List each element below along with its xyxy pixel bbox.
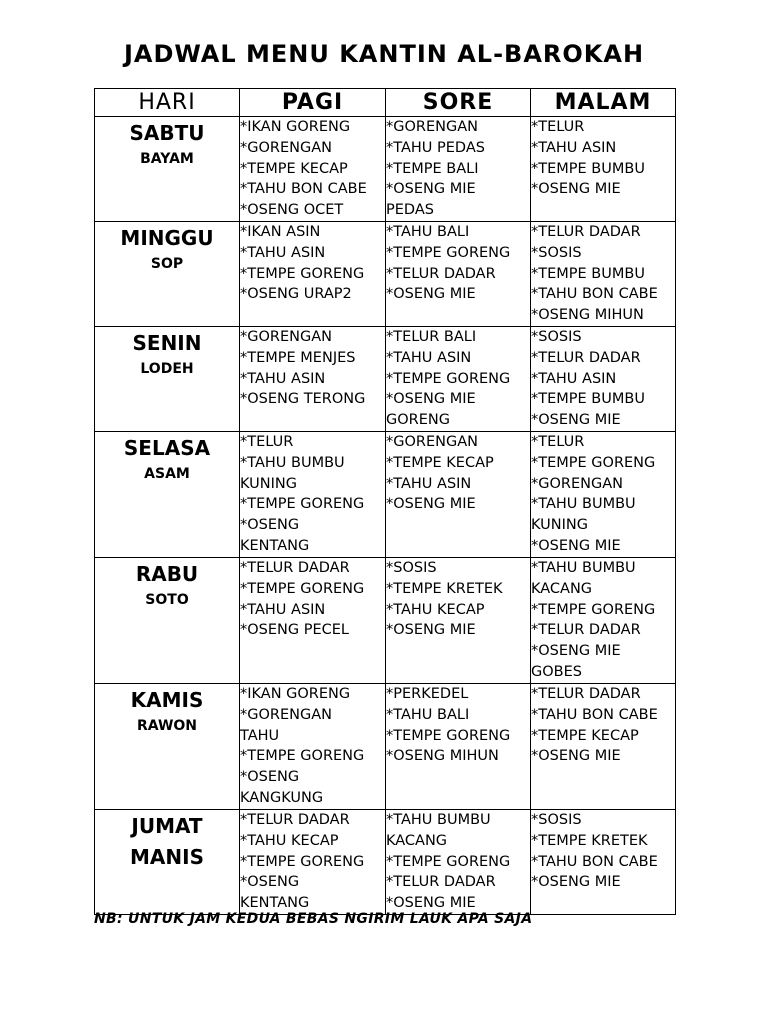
- malam-menu-cell: [531, 432, 676, 558]
- table-row: [95, 684, 676, 810]
- menu-item: *TELUR DADAR: [240, 812, 350, 828]
- menu-item: *OSENG MIE: [386, 496, 476, 513]
- menu-item: *TELUR: [531, 119, 585, 135]
- menu-item: *TAHU KECAP: [240, 832, 339, 849]
- menu-item: *OSENG MIE: [531, 748, 621, 765]
- menu-item: *TELUR DADAR: [386, 265, 496, 282]
- menu-item: *TAHU BUMBU: [531, 496, 636, 513]
- menu-item: *TEMPE GORENG: [531, 601, 656, 618]
- soup-name: LODEH: [140, 361, 194, 377]
- menu-item: *GORENGAN: [386, 434, 478, 450]
- table-row: [95, 117, 676, 222]
- menu-item: *TAHU ASIN: [531, 370, 617, 387]
- sore-menu-cell: [386, 327, 531, 432]
- menu-item: KENTANG: [240, 537, 310, 554]
- menu-item: *TEMPE GORENG: [240, 580, 365, 597]
- table-row: [95, 222, 676, 327]
- menu-item: *TEMPE BUMBU: [531, 160, 645, 177]
- page-title: JADWAL MENU KANTIN AL-BAROKAH: [123, 40, 645, 68]
- day-cell: [95, 117, 240, 222]
- header-pagi: PAGI: [240, 89, 386, 117]
- soup-name: SOP: [150, 256, 184, 272]
- malam-menu-cell: [531, 810, 676, 915]
- menu-item: *OSENG MIE: [531, 181, 621, 198]
- menu-item: *OSENG MIE: [386, 622, 476, 639]
- menu-item: KUNING: [531, 517, 588, 534]
- menu-item: *TEMPE GORENG: [240, 748, 365, 765]
- pagi-menu-cell: [240, 684, 386, 810]
- menu-item: *OSENG OCET: [240, 202, 344, 219]
- menu-item: *OSENG MIHUN: [386, 748, 499, 765]
- menu-item: *TELUR DADAR: [531, 224, 641, 240]
- sore-menu-cell: [386, 432, 531, 558]
- menu-item: *TELUR DADAR: [240, 560, 350, 576]
- menu-item: *TEMPE GORENG: [240, 496, 365, 513]
- sore-menu-cell: [386, 222, 531, 327]
- menu-item: PEDAS: [386, 202, 434, 219]
- menu-item: *SOSIS: [531, 244, 582, 261]
- menu-item: *SOSIS: [531, 329, 582, 345]
- pagi-menu-cell: [240, 810, 386, 915]
- menu-item: *OSENG MIHUN: [531, 307, 644, 324]
- menu-item: *OSENG MIE: [531, 537, 621, 554]
- menu-item: *TAHU ASIN: [240, 370, 326, 387]
- menu-item: KUNING: [240, 475, 297, 492]
- menu-item: GORENG: [386, 412, 450, 429]
- menu-item: *IKAN GORENG: [240, 119, 351, 135]
- header-malam: MALAM: [531, 89, 676, 117]
- menu-item: *TAHU PEDAS: [386, 139, 485, 156]
- menu-table: [94, 88, 676, 915]
- menu-item: *TEMPE KECAP: [531, 727, 639, 744]
- menu-item: *TELUR DADAR: [531, 349, 641, 366]
- menu-item: *TELUR DADAR: [531, 686, 641, 702]
- menu-item: GOBES: [531, 663, 582, 680]
- day-cell: [95, 327, 240, 432]
- pagi-menu-cell: [240, 222, 386, 327]
- menu-item: *IKAN ASIN: [240, 224, 321, 240]
- menu-item: *TAHU ASIN: [531, 139, 617, 156]
- day-name: MINGGU: [120, 226, 214, 250]
- soup-name: RAWON: [136, 718, 198, 734]
- menu-item: *OSENG MIE: [386, 181, 476, 198]
- pagi-menu-cell: [240, 117, 386, 222]
- menu-item: *TELUR: [531, 434, 585, 450]
- menu-item: *TELUR DADAR: [531, 622, 641, 639]
- menu-item: *IKAN GORENG: [240, 686, 351, 702]
- menu-item: *TEMPE GORENG: [240, 265, 365, 282]
- menu-item: *TEMPE GORENG: [386, 370, 511, 387]
- day-cell: [95, 222, 240, 327]
- menu-item: *TEMPE GORENG: [531, 454, 656, 471]
- menu-item: *TAHU ASIN: [240, 601, 326, 618]
- menu-item: *OSENG PECEL: [240, 622, 349, 639]
- pagi-menu-cell: [240, 432, 386, 558]
- day-name: SELASA: [123, 436, 211, 460]
- menu-item: *OSENG MIE: [386, 286, 476, 303]
- table-row: [95, 558, 676, 684]
- menu-item: *TEMPE GORENG: [386, 727, 511, 744]
- day-name: JUMAT: [131, 814, 203, 838]
- malam-menu-cell: [531, 684, 676, 810]
- malam-menu-cell: [531, 558, 676, 684]
- menu-item: *GORENGAN: [386, 119, 478, 135]
- day-cell: [95, 558, 240, 684]
- sore-menu-cell: [386, 810, 531, 915]
- menu-item: *TAHU BUMBU: [240, 454, 345, 471]
- menu-item: *TEMPE GORENG: [386, 853, 511, 870]
- menu-item: KANGKUNG: [240, 789, 324, 806]
- menu-item: *TEMPE KRETEK: [531, 832, 648, 849]
- sore-menu-cell: [386, 684, 531, 810]
- day-name: SENIN: [132, 331, 202, 355]
- menu-item: *OSENG MIE: [531, 643, 621, 660]
- pagi-menu-cell: [240, 327, 386, 432]
- menu-item: *TEMPE KECAP: [240, 160, 348, 177]
- menu-item: *OSENG TERONG: [240, 391, 366, 408]
- menu-item: KACANG: [386, 832, 448, 849]
- menu-item: *TELUR: [240, 434, 294, 450]
- day-name: RABU: [135, 562, 199, 586]
- menu-item: *TAHU KECAP: [386, 601, 485, 618]
- menu-item: *TAHU BON CABE: [531, 286, 658, 303]
- soup-name: ASAM: [144, 466, 190, 482]
- malam-menu-cell: [531, 117, 676, 222]
- menu-item: *OSENG: [240, 769, 300, 786]
- day-cell: [95, 810, 240, 915]
- table-row: [95, 327, 676, 432]
- day-name: KAMIS: [130, 688, 204, 712]
- menu-item: *OSENG: [240, 517, 300, 534]
- menu-item: *OSENG MIE: [386, 391, 476, 408]
- menu-item: KACANG: [531, 580, 593, 597]
- table-row: [95, 810, 676, 915]
- menu-item: *TAHU ASIN: [240, 244, 326, 261]
- menu-item: *TEMPE BALI: [386, 160, 479, 177]
- footnote: NB: UNTUK JAM KEDUA BEBAS NGIRIM LAUK APA SAJA: [94, 911, 533, 927]
- menu-item: *OSENG MIE: [386, 895, 476, 912]
- menu-item: *OSENG: [240, 874, 300, 891]
- menu-item: *GORENGAN: [240, 139, 332, 156]
- menu-item: *TEMPE GORENG: [386, 244, 511, 261]
- menu-item: *TELUR DADAR: [386, 874, 496, 891]
- menu-item: *TAHU BALI: [386, 706, 470, 723]
- day-name-line-2: MANIS: [130, 845, 204, 869]
- menu-item: *TAHU BON CABE: [240, 181, 367, 198]
- day-cell: [95, 684, 240, 810]
- menu-item: *TAHU BON CABE: [531, 853, 658, 870]
- menu-body: [95, 117, 676, 915]
- menu-item: *TAHU BUMBU: [386, 812, 491, 828]
- menu-item: *TEMPE KRETEK: [386, 580, 503, 597]
- menu-item: TAHU: [240, 727, 280, 744]
- menu-item: *PERKEDEL: [386, 686, 469, 702]
- menu-item: *TEMPE KECAP: [386, 454, 494, 471]
- menu-item: *GORENGAN: [240, 706, 332, 723]
- soup-name: BAYAM: [140, 151, 194, 167]
- day-cell: [95, 432, 240, 558]
- menu-item: *SOSIS: [531, 812, 582, 828]
- menu-item: *TAHU BON CABE: [531, 706, 658, 723]
- menu-item: *TAHU ASIN: [386, 349, 472, 366]
- menu-item: *TELUR BALI: [386, 329, 477, 345]
- sore-menu-cell: [386, 117, 531, 222]
- menu-item: *TEMPE MENJES: [240, 349, 356, 366]
- menu-item: KENTANG: [240, 895, 310, 912]
- menu-item: *TAHU ASIN: [386, 475, 472, 492]
- menu-item: *OSENG MIE: [531, 874, 621, 891]
- menu-item: *TAHU BUMBU: [531, 560, 636, 576]
- menu-item: *TAHU BALI: [386, 224, 470, 240]
- header-sore: SORE: [386, 89, 531, 117]
- menu-item: *TEMPE GORENG: [240, 853, 365, 870]
- menu-item: *SOSIS: [386, 560, 437, 576]
- header-row: [95, 89, 676, 117]
- menu-item: *TEMPE BUMBU: [531, 391, 645, 408]
- sore-menu-cell: [386, 558, 531, 684]
- malam-menu-cell: [531, 327, 676, 432]
- menu-item: *GORENGAN: [531, 475, 623, 492]
- header-hari: HARI: [95, 89, 240, 117]
- malam-menu-cell: [531, 222, 676, 327]
- menu-item: *GORENGAN: [240, 329, 332, 345]
- menu-item: *OSENG MIE: [531, 412, 621, 429]
- menu-item: *OSENG URAP2: [240, 286, 352, 303]
- table-row: [95, 432, 676, 558]
- day-name: SABTU: [129, 121, 205, 145]
- menu-item: *TEMPE BUMBU: [531, 265, 645, 282]
- soup-name: SOTO: [145, 592, 189, 608]
- pagi-menu-cell: [240, 558, 386, 684]
